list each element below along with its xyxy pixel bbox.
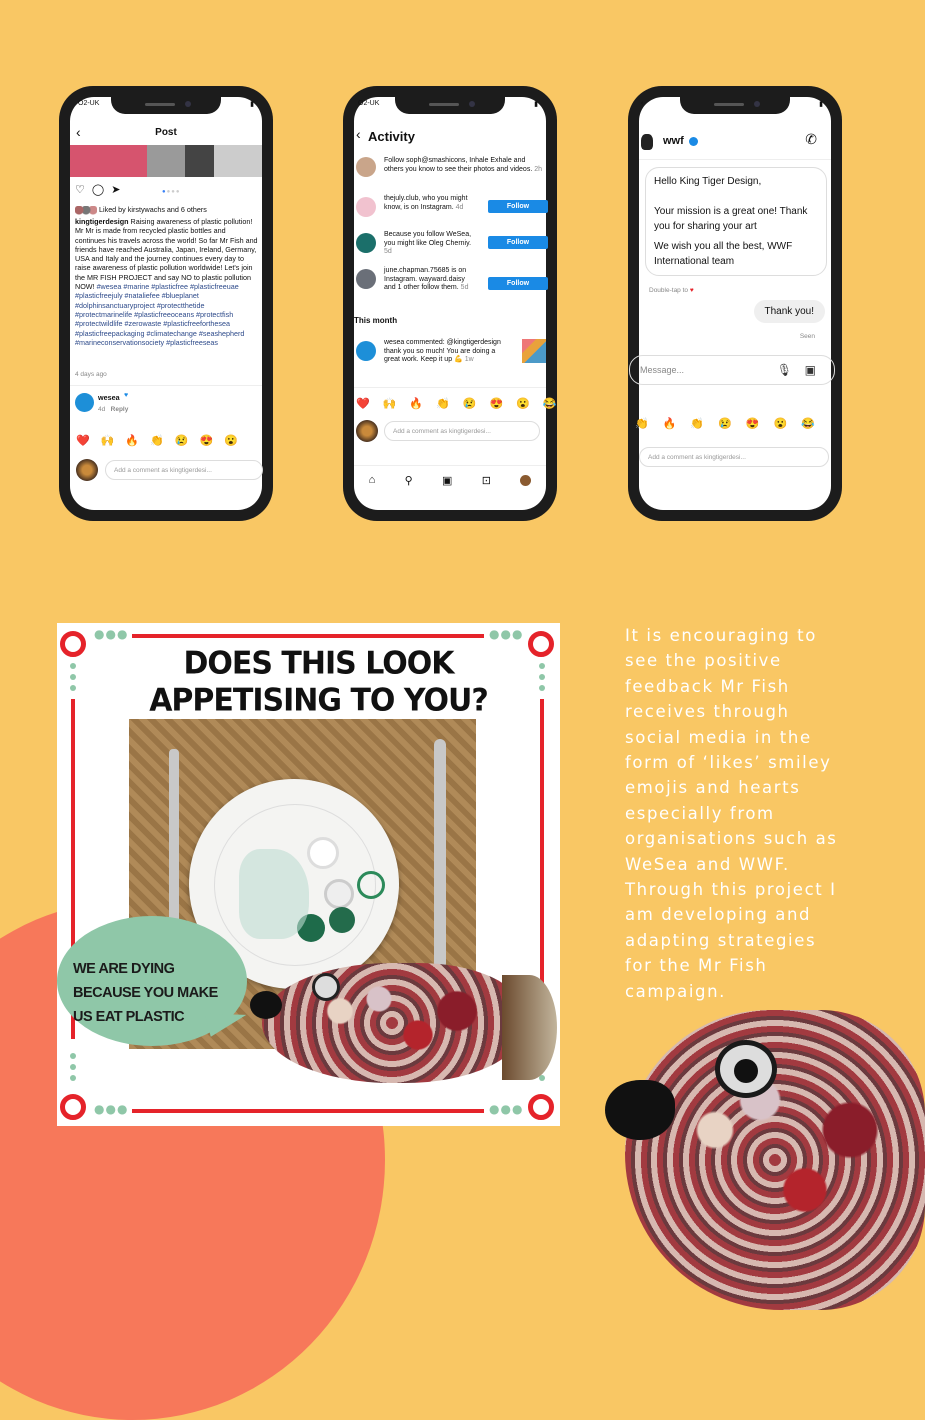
activity-text-wrap — [384, 231, 474, 257]
activity-meta: 2h — [534, 165, 543, 173]
plastic-ring — [357, 871, 385, 899]
page-title: Post — [155, 127, 177, 138]
emoji-surprised[interactable]: 😮 — [773, 418, 788, 430]
poster-headline — [137, 645, 500, 719]
fish-eye-icon — [312, 973, 340, 1001]
emoji-raised-hands[interactable]: 🙌 — [100, 435, 115, 447]
plastic-bottle-shards — [239, 849, 309, 939]
fish-mouth — [250, 991, 282, 1019]
divider — [639, 159, 831, 160]
caption-username[interactable]: kingtigerdesign — [75, 217, 129, 226]
activity-meta: 1w — [464, 356, 474, 363]
corner-ring-icon — [60, 631, 86, 657]
phone-call-icon[interactable]: ✆ — [805, 131, 817, 147]
activity-avatar — [356, 269, 376, 289]
search-icon[interactable]: ⚲ — [404, 474, 413, 487]
battery-icon: ▮ — [534, 101, 538, 108]
reply-link[interactable]: Reply — [110, 406, 129, 413]
comment-username[interactable]: wesea — [98, 393, 120, 402]
emoji-surprised[interactable]: 😮 — [516, 398, 530, 410]
follow-button[interactable]: Follow — [488, 200, 548, 213]
microphone-icon[interactable]: 🎙 — [776, 363, 792, 377]
fish-tail — [502, 975, 557, 1080]
activity-text: Follow soph@smashicons, Inhale Exhale and others you know to see their photos and videos. — [384, 157, 533, 173]
comment-age: 4d — [98, 406, 106, 413]
phone-notch — [111, 96, 221, 114]
message-line: We wish you all the best, WWF International team — [654, 241, 793, 267]
fish-eye-icon — [715, 1040, 777, 1098]
double-tap-hint — [649, 287, 694, 294]
emoji-laughing[interactable]: 😂 — [542, 398, 557, 410]
red-heart-icon: ♥ — [689, 287, 694, 294]
activity-meta: 4d — [455, 203, 464, 211]
carrier-label: O2-UK — [358, 100, 380, 107]
emoji-fire[interactable]: 🔥 — [409, 398, 424, 410]
dot-row: ●●● — [94, 627, 129, 641]
comment-meta — [98, 406, 128, 413]
activity-text: thejuly.club, who you might know, is on Instagram. — [384, 195, 468, 211]
profile-icon[interactable] — [520, 475, 531, 486]
emoji-clap[interactable]: 👏 — [690, 418, 705, 430]
activity-text-wrap — [384, 195, 474, 212]
plastic-cap — [324, 879, 354, 909]
bottom-nav — [354, 465, 546, 490]
phone-mockup-post — [59, 86, 273, 521]
emoji-heart[interactable]: ❤️ — [76, 435, 90, 447]
reels-icon[interactable]: ▣ — [442, 474, 453, 487]
caption-hashtags[interactable]: #wesea #marine #plasticfree #plasticfreeuae #plasticfreejuly #nataliefee #blueplanet #dolphinsanctuaryproject #protectthetide #protectmarinelife #plasticfreeoceans #protectfish #protectwildlife #zerowaste #plasticfreeforthesea #plasticfreepackaging #climatechange #seashepherd #marineconservationsociety #plasticfreeseas — [75, 282, 245, 347]
dot-column — [70, 1053, 76, 1081]
section-heading: This month — [354, 316, 398, 325]
emoji-clap[interactable]: 👏 — [635, 418, 649, 430]
activity-text: june.chapman.75685 is on Instagram. wayward.daisy and 1 other follow them. — [384, 267, 467, 291]
fish-mouth — [605, 1080, 675, 1140]
wesea-avatar — [356, 341, 376, 361]
battery-icon: ▮ — [819, 101, 823, 108]
phone-mockup-activity — [343, 86, 557, 521]
activity-meta: 5d — [460, 284, 469, 291]
page-title: Activity — [368, 129, 415, 144]
emoji-bar — [76, 434, 238, 447]
home-icon[interactable]: ⌂ — [368, 474, 376, 486]
emoji-surprised[interactable]: 😮 — [224, 435, 238, 447]
verified-badge-icon — [689, 137, 698, 146]
dot-column — [70, 663, 76, 691]
blue-heart-icon: ♥ — [124, 392, 129, 399]
plastic-cap — [329, 907, 355, 933]
activity-text: Because you follow WeSea, you might like Oleg Cherniy. — [384, 231, 472, 247]
emoji-laughing[interactable]: 😂 — [801, 418, 815, 430]
back-arrow-icon[interactable]: ‹ — [76, 124, 81, 140]
phone-mockup-dm — [628, 86, 842, 521]
contact-name[interactable]: wwf — [663, 135, 684, 147]
share-icon[interactable]: ➤ — [111, 184, 121, 196]
shop-icon[interactable]: ⊡ — [481, 474, 491, 487]
comment-input[interactable]: Add a comment as kingtigerdesi... — [105, 460, 263, 480]
message-placeholder: Message... — [640, 365, 685, 375]
liker-avatars — [75, 206, 97, 215]
follow-button[interactable]: Follow — [488, 277, 548, 290]
corner-ring-icon — [60, 1094, 86, 1120]
emoji-heart-eyes[interactable]: 😍 — [489, 398, 504, 410]
heart-icon[interactable]: ♡ — [75, 184, 85, 196]
activity-text-wrap — [384, 267, 478, 293]
campaign-poster — [57, 623, 560, 1126]
emoji-clap[interactable]: 👏 — [436, 398, 450, 410]
phone-screen-dm — [635, 97, 831, 510]
dot-row: ●●● — [94, 1102, 129, 1116]
emoji-bar — [635, 417, 815, 430]
mr-fish-closeup — [605, 990, 925, 1290]
image-icon[interactable]: ▣ — [804, 363, 816, 377]
fish-body — [625, 1010, 925, 1310]
corner-ring-icon — [528, 1094, 554, 1120]
user-avatar — [76, 459, 98, 481]
phone-notch — [680, 96, 790, 114]
post-image[interactable] — [70, 145, 262, 177]
dot-row: ●●● — [489, 1102, 524, 1116]
emoji-crying[interactable]: 😢 — [462, 398, 477, 410]
emoji-heart-eyes[interactable]: 😍 — [745, 418, 760, 430]
activity-text-wrap — [384, 157, 544, 174]
emoji-raised-hands[interactable]: 🙌 — [382, 398, 397, 410]
comment-input[interactable]: Add a comment as kingtigerdesi... — [639, 447, 829, 467]
sent-message: Thank you! — [754, 300, 825, 323]
emoji-crying[interactable]: 😢 — [718, 418, 732, 430]
dot-row: ●●● — [489, 627, 524, 641]
activity-text-wrap — [384, 339, 512, 365]
comment-icon[interactable]: ◯ — [91, 184, 105, 196]
message-greeting: Hello King Tiger Design, — [654, 176, 762, 187]
back-arrow-icon[interactable]: ‹ — [356, 126, 361, 142]
double-tap-text: Double-tap to — [649, 287, 689, 294]
post-thumbnail[interactable] — [522, 339, 546, 363]
post-actions — [75, 183, 120, 196]
post-caption — [75, 217, 258, 347]
mr-fish-sculpture — [262, 963, 522, 1083]
emoji-heart-eyes[interactable]: 😍 — [199, 435, 214, 447]
headline-line-1: DOES THIS LOOK — [183, 645, 454, 682]
body-paragraph: It is encouraging to see the positive feedback Mr Fish receives through social media in the form of ‘likes’ smiley emojis and hearts especially from organisations such as WeSea and WWF. Through this project I am developing and adapting strategies for the Mr Fish campaign. — [625, 626, 838, 1001]
knife-icon — [434, 739, 446, 969]
dot-column — [539, 663, 545, 691]
carousel-dots: ●●●● — [162, 189, 181, 195]
message-input[interactable] — [629, 355, 835, 385]
battery-icon: ▮ — [250, 101, 254, 108]
post-time: 4 days ago — [75, 371, 107, 378]
emoji-bar — [356, 397, 557, 410]
liked-by-text: Liked by kirstywachs and 6 others — [99, 205, 207, 214]
phone-notch — [395, 96, 505, 114]
corner-ring-icon — [528, 631, 554, 657]
emoji-crying[interactable]: 😢 — [174, 435, 189, 447]
phone-screen-post — [70, 97, 262, 510]
liked-by[interactable] — [75, 205, 207, 215]
activity-avatar — [356, 233, 376, 253]
wwf-logo-icon[interactable] — [641, 134, 653, 150]
speech-bubble-text: WE ARE DYING BECAUSE YOU MAKE US EAT PLASTIC — [73, 961, 218, 1025]
emoji-fire[interactable]: 🔥 — [662, 418, 677, 430]
received-message — [645, 167, 827, 276]
follow-button[interactable]: Follow — [488, 236, 548, 249]
activity-text: wesea commented: @kingtigerdesign thank you so much! You are doing a great work. Keep it up 💪 — [384, 339, 501, 363]
emoji-heart[interactable]: ❤️ — [356, 398, 370, 410]
activity-avatar — [356, 157, 376, 177]
message-line: Your mission is a great one! Thank you for sharing your art — [654, 206, 808, 232]
comment-input[interactable]: Add a comment as kingtigerdesi... — [384, 421, 540, 441]
border-line-top — [132, 634, 484, 638]
border-line-bottom — [132, 1109, 484, 1113]
activity-meta: 5d — [384, 248, 392, 255]
phone-screen-activity — [354, 97, 557, 510]
plastic-cap — [307, 837, 339, 869]
headline-line-2: APPETISING TO YOU? — [149, 682, 488, 719]
caption-text: Raising awareness of plastic pollution! Mr Mr is made from recycled plastic bottles and continues his travels across the world! So far Mr Fish and friends have reached Australia, Japan, Ireland, Germany, USA and Italy and the journey continues every day to raise awareness of plastic pollution worldwide! Let's join the MR FISH PROJECT and say NO to plastic pollution NOW! — [75, 217, 258, 292]
user-avatar — [356, 420, 378, 442]
seen-label: Seen — [799, 333, 815, 340]
emoji-clap[interactable]: 👏 — [150, 435, 164, 447]
divider — [70, 385, 262, 386]
back-chevron-icon[interactable]: ‹ — [641, 100, 644, 107]
activity-avatar — [356, 197, 376, 217]
wesea-avatar[interactable] — [75, 393, 94, 412]
divider — [354, 387, 546, 388]
emoji-fire[interactable]: 🔥 — [125, 435, 140, 447]
carrier-label: O2-UK — [78, 100, 100, 107]
fish-pupil — [734, 1059, 758, 1083]
